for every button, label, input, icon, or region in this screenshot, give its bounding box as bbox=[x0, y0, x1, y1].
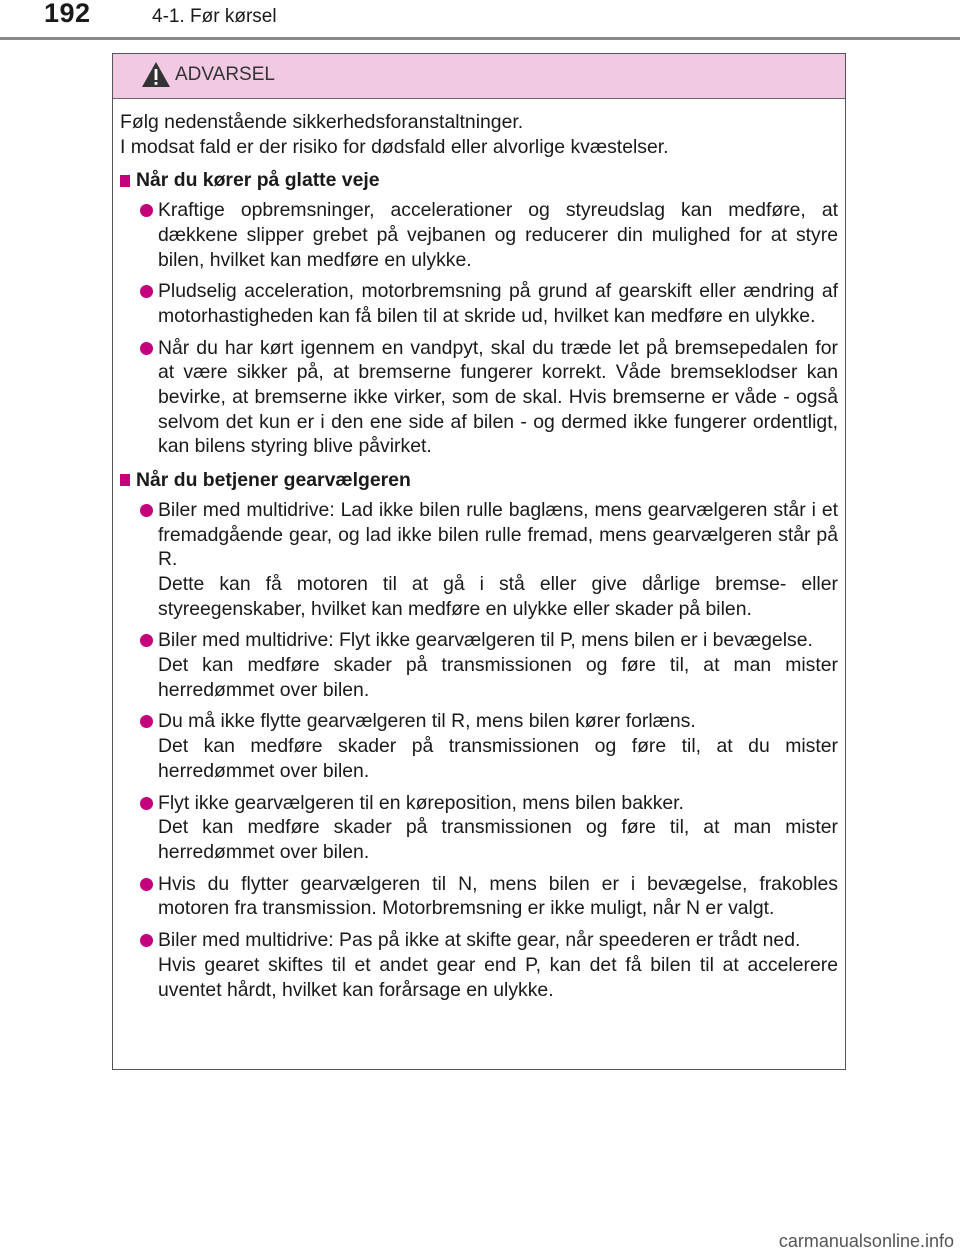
round-bullet-icon bbox=[140, 634, 153, 647]
bullet-text bbox=[158, 791, 838, 865]
section-heading bbox=[120, 168, 838, 193]
bullet-text bbox=[158, 709, 838, 783]
bullet-text bbox=[158, 628, 838, 702]
intro-line: Følg nedenstående sikkerhedsforanstaltninger. bbox=[120, 111, 524, 133]
bullet-item bbox=[120, 628, 838, 702]
bullet-text bbox=[158, 279, 838, 328]
bullet-item bbox=[120, 336, 838, 460]
round-bullet-icon bbox=[140, 342, 153, 355]
square-bullet-icon bbox=[120, 474, 130, 486]
bullet-paragraph: Det kan medføre skader på transmissionen og føre til, at man mister herredømmet over bilen. bbox=[158, 654, 838, 701]
warning-box bbox=[112, 53, 846, 1070]
warning-title: ADVARSEL bbox=[175, 64, 275, 85]
page-number: 192 bbox=[44, 0, 91, 28]
round-bullet-icon bbox=[140, 715, 153, 728]
bullet-paragraph: Du må ikke flytte gearvælgeren til R, mens bilen kører forlæns. bbox=[158, 710, 696, 733]
section-heading-text: Når du betjener gearvælgeren bbox=[136, 469, 411, 492]
warning-banner bbox=[113, 54, 845, 99]
round-bullet-icon bbox=[140, 204, 153, 217]
warning-body bbox=[113, 99, 845, 1002]
bullet-item bbox=[120, 198, 838, 272]
bullet-item bbox=[120, 791, 838, 865]
bullet-text bbox=[158, 198, 838, 272]
bullet-paragraph: Hvis gearet skiftes til et andet gear end P, kan det få bilen til at accelerere uventet hårdt, hvilket kan forårsage en ulykke. bbox=[158, 953, 838, 1001]
bullet-paragraph: Hvis du flytter gearvælgeren til N, mens bilen er i bevægelse, frakobles motoren fra transmission. Motorbremsning er ikke muligt, når N er valgt. bbox=[158, 872, 838, 920]
round-bullet-icon bbox=[140, 797, 153, 810]
bullet-item bbox=[120, 709, 838, 783]
bullet-paragraph: Biler med multidrive: Flyt ikke gearvælgeren til P, mens bilen er i bevægelse. bbox=[158, 629, 813, 652]
section-heading bbox=[120, 468, 838, 493]
section-title: 4-1. Før kørsel bbox=[152, 6, 277, 27]
bullet-text bbox=[158, 872, 838, 921]
round-bullet-icon bbox=[140, 934, 153, 947]
bullet-text bbox=[158, 928, 838, 1002]
bullet-paragraph: Kraftige opbremsninger, accelerationer og styreudslag kan medføre, at dækkene slipper grebet på vejbanen og reducerer din mulighed for at styre bilen, hvilket kan medføre en ulykke. bbox=[158, 199, 838, 271]
round-bullet-icon bbox=[140, 285, 153, 298]
bullet-paragraph: Flyt ikke gearvælgeren til en køreposition, mens bilen bakker. bbox=[158, 791, 684, 814]
bullet-paragraph: Det kan medføre skader på transmissionen og føre til, at man mister herredømmet over bilen. bbox=[158, 816, 838, 863]
bullet-paragraph: Biler med multidrive: Pas på ikke at skifte gear, når speederen er trådt ned. bbox=[158, 929, 801, 952]
bullet-item bbox=[120, 872, 838, 921]
bullet-paragraph: Biler med multidrive: Lad ikke bilen rulle baglæns, mens gearvælgeren står i et fremadgående gear, og lad ikke bilen rulle fremad, mens gearvælgeren står på R. bbox=[158, 498, 838, 571]
bullet-item bbox=[120, 279, 838, 328]
intro bbox=[120, 110, 838, 159]
footer-watermark: carmanualsonline.info bbox=[778, 1231, 954, 1251]
header-rule bbox=[0, 37, 960, 40]
bullet-paragraph: Det kan medføre skader på transmissionen og føre til, at du mister herredømmet over bilen. bbox=[158, 735, 838, 782]
warning-triangle-icon bbox=[141, 61, 171, 88]
bullet-paragraph: Dette kan få motoren til at gå i stå eller give dårlige bremse- eller styreegenskaber, hvilket kan medføre en ulykke eller skader på bilen. bbox=[158, 572, 838, 620]
bullet-paragraph: Pludselig acceleration, motorbremsning på grund af gearskift eller ændring af motorhastigheden kan få bilen til at skride ud, hvilket kan medføre en ulykke. bbox=[158, 280, 838, 327]
warning-sections bbox=[120, 168, 838, 1002]
intro-line: I modsat fald er der risiko for dødsfald eller alvorlige kvæstelser. bbox=[120, 135, 669, 158]
square-bullet-icon bbox=[120, 175, 130, 187]
bullet-text bbox=[158, 498, 838, 622]
section-heading-text: Når du kører på glatte veje bbox=[136, 169, 380, 192]
page-header bbox=[0, 0, 960, 40]
bullet-text bbox=[158, 336, 838, 460]
round-bullet-icon bbox=[140, 504, 153, 517]
bullet-item bbox=[120, 928, 838, 1002]
bullet-item bbox=[120, 498, 838, 622]
bullet-paragraph: Når du har kørt igennem en vandpyt, skal du træde let på bremsepedalen for at være sikker på, at bremserne fungerer korrekt. Våde bremseklodser kan bevirke, at bremserne ikke virker, som de skal. Hvis bremserne er våde - også selvom det kun er i den ene side af bilen - og dermed ikke fungerer ordentligt, kan bilens styring blive påvirket. bbox=[158, 336, 838, 458]
round-bullet-icon bbox=[140, 878, 153, 891]
